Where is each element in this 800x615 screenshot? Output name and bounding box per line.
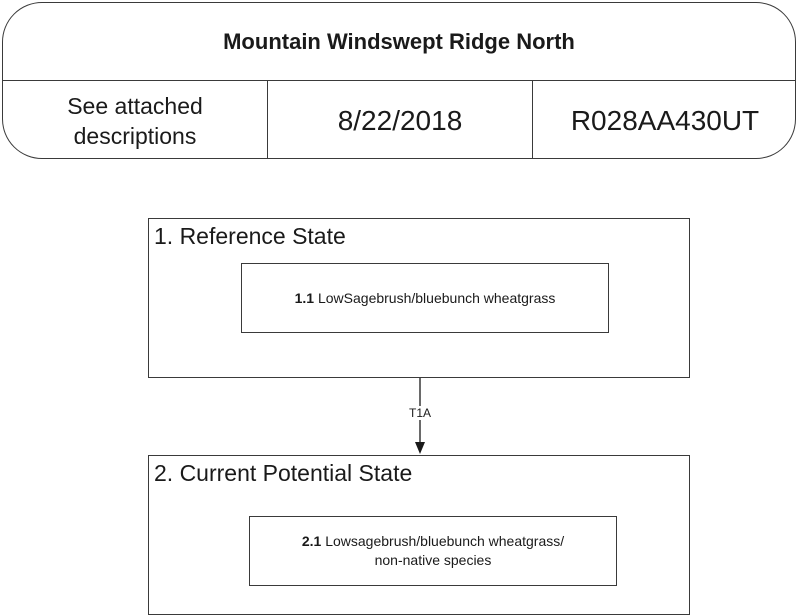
site-code-cell: R028AA430UT	[570, 104, 760, 136]
community-2-1-box	[249, 516, 617, 586]
community-2-1-text	[302, 532, 564, 570]
community-1-1-text	[295, 289, 556, 308]
header-card	[2, 2, 796, 159]
transition-label-t1a: T1A	[400, 406, 440, 420]
community-1-1-box	[241, 263, 609, 333]
descriptions-cell: See attached descriptions	[3, 81, 268, 159]
community-2-1-number: 2.1	[301, 533, 322, 549]
current-potential-state-title: 2. Current Potential State	[154, 460, 413, 486]
reference-state-title: 1. Reference State	[154, 223, 346, 249]
ecological-site-title: Mountain Windswept Ridge North	[3, 3, 795, 81]
arrowhead-icon	[415, 442, 425, 454]
current-potential-state-box	[148, 455, 690, 615]
community-1-1-label: LowSagebrush/bluebunch wheatgrass	[317, 289, 556, 306]
community-1-1-number: 1.1	[294, 289, 315, 306]
reference-state-box	[148, 218, 690, 378]
date-cell: 8/22/2018	[268, 81, 533, 159]
community-2-1-label-line1: Lowsagebrush/bluebunch wheatgrass/	[325, 533, 565, 549]
header-info-row	[3, 81, 795, 159]
community-2-1-label-line2: non-native species	[374, 552, 492, 568]
